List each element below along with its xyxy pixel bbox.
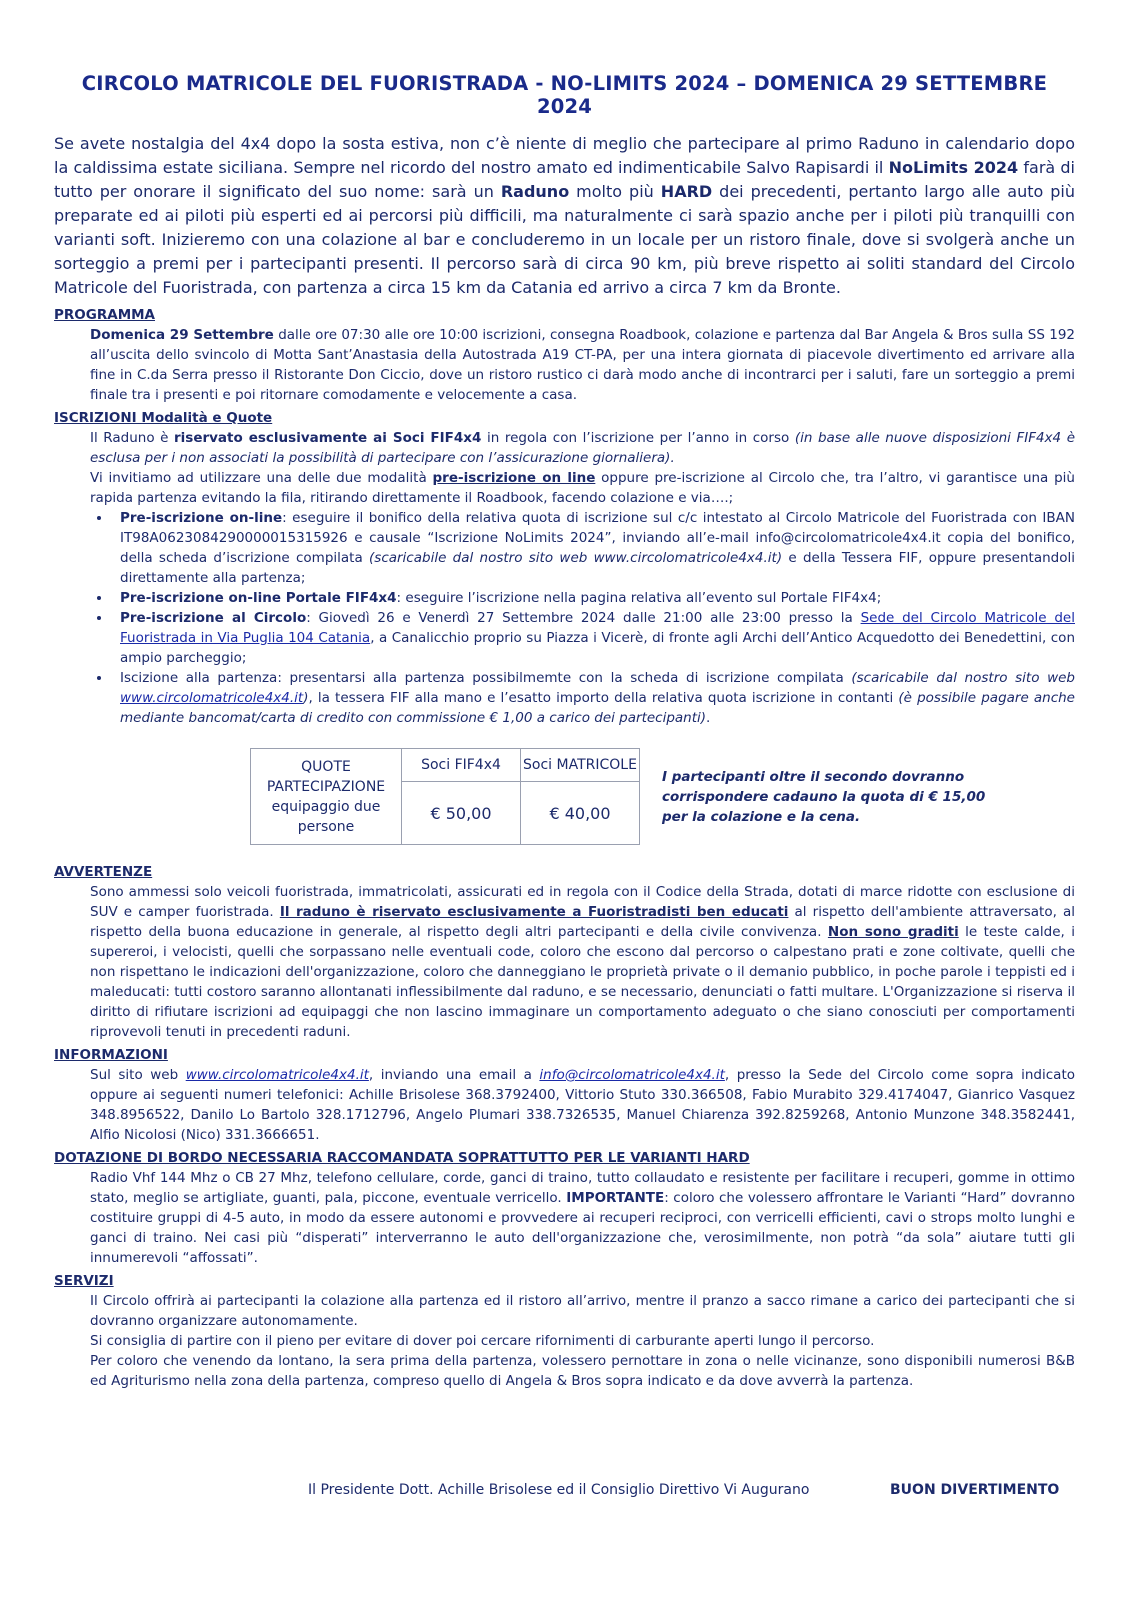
text: al rispetto dell'ambiente attraversato, al rispetto della buona educazione in generale, al rispetto degli altri partecipanti e della civile convivenza. bbox=[90, 904, 1075, 940]
text: in regola con l’iscrizione per l’anno in corso bbox=[481, 430, 795, 446]
italic-text: (in base alle nuove disposizioni FIF4x4 è esclusa per i non associati la possibilità di partecipare con l’assicurazione giornaliera). bbox=[90, 430, 1075, 466]
quote-header-fif: Soci FIF4x4 bbox=[402, 749, 521, 782]
table-row bbox=[251, 749, 640, 782]
intro-bold-raduno: Raduno bbox=[500, 182, 570, 201]
list-item-preiscrizione-portale bbox=[112, 588, 1075, 608]
bold-text: IMPORTANTE bbox=[566, 1190, 665, 1206]
text: Radio Vhf 144 Mhz o CB 27 Mhz, telefono cellulare, corde, ganci di traino, tutto collaudato e resistente per facilitare i recuperi, gomme in ottimo stato, meglio se artigliate, guanti, pala, piccone, eventuale verricello. bbox=[90, 1170, 1075, 1206]
text: : Giovedì 26 e Venerdì 27 Settembre 2024 dalle 21:00 alle 23:00 presso la bbox=[306, 610, 861, 626]
list-item-preiscrizione-online bbox=[112, 508, 1075, 588]
programma-date: Domenica 29 Settembre bbox=[90, 327, 274, 343]
servizi-paragraph-2: Si consiglia di partire con il pieno per evitare di dover poi cercare rifornimenti di carburante aperti lungo il percorso. bbox=[90, 1333, 875, 1349]
footer-closing: BUON DIVERTIMENTO bbox=[890, 1482, 1060, 1498]
text: , presso la Sede del Circolo come sopra indicato oppure ai seguenti numeri telefonici: Achille Brisolese 368.3792400, Vittorio Stuto 330.366508, Fabio Murabito 329.4174047, Gianrico Vasquez 348.8956522, Danilo Lo Bartolo 328.1712796, Angelo Plumari 338.7326535, Manuel Chiarenza 392.8259268, Antonio Munzone 348.3582441, Alfio Nicolosi (Nico) 331.3666651. bbox=[90, 1067, 1075, 1143]
text: , la tessera FIF alla mano e l’esatto importo della relativa quota iscrizione in contanti bbox=[308, 690, 899, 706]
footer-signature: Il Presidente Dott. Achille Brisolese ed il Consiglio Direttivo Vi Augurano bbox=[308, 1482, 810, 1498]
section-avvertenze bbox=[54, 863, 1075, 1042]
servizi-paragraph-3: Per coloro che venendo da lontano, la sera prima della partenza, volessero pernottare in zona o nelle vicinanze, sono disponibili numerosi B&B ed Agriturismo nella zona della partenza, compreso quello di Angela & Bros sopra indicato e da dove avverrà la partenza. bbox=[90, 1353, 1075, 1389]
quote-value-matricole: € 40,00 bbox=[521, 782, 640, 845]
bold-underline-text: Non sono graditi bbox=[827, 924, 959, 940]
bold-text: Pre-iscrizione on-line Portale FIF4x4 bbox=[120, 590, 397, 606]
section-informazioni bbox=[54, 1046, 1075, 1145]
text: Sul sito web bbox=[90, 1067, 186, 1083]
text: , a Canalicchio proprio su Piazza i Vicerè, di fronte agli Archi dell’Antico Acquedotto dei Benedettini, con ampio parcheggio; bbox=[120, 630, 1075, 666]
text: . bbox=[706, 710, 711, 726]
iscrizioni-body bbox=[54, 428, 1075, 508]
intro-paragraph bbox=[54, 132, 1075, 300]
page-title: CIRCOLO MATRICOLE DEL FUORISTRADA - NO-LIMITS 2024 – DOMENICA 29 SETTEMBRE 2024 bbox=[81, 72, 1048, 118]
italic-text: ) bbox=[303, 690, 309, 706]
intro-bold-hard: HARD bbox=[660, 182, 713, 201]
section-title-servizi: SERVIZI bbox=[54, 1273, 114, 1289]
iscrizioni-paragraph-2 bbox=[90, 468, 1075, 508]
dotazione-body bbox=[54, 1168, 1075, 1268]
bold-underline-text: pre-iscrizione on line bbox=[432, 470, 596, 486]
section-programma bbox=[54, 306, 1075, 405]
website-link[interactable]: www.circolomatricole4x4.it bbox=[185, 1067, 369, 1083]
quote-header-matricole: Soci MATRICOLE bbox=[521, 749, 640, 782]
text: Vi invitiamo ad utilizzare una delle due modalità bbox=[90, 470, 433, 486]
text: : eseguire il bonifico della relativa quota di iscrizione sul c/c intestato al Circolo Matricole del Fuoristrada con IBAN IT98A0623084290000015315926 e causale “Iscrizione NoLimits 2024”, inviando all’e-mail info@circolomatricole4x4.it copia del bonifico, della scheda d’iscrizione compilata bbox=[120, 510, 1075, 566]
list-item-preiscrizione-circolo bbox=[112, 608, 1075, 668]
sede-circolo-link[interactable]: Sede del Circolo Matricole del Fuoristrada in Via Puglia 104 Catania bbox=[120, 610, 1075, 646]
iscrizioni-list bbox=[54, 508, 1075, 728]
text: oppure pre-iscrizione al Circolo che, tra l’altro, vi garantisce una più rapida partenza evitando la fila, ritirando direttamente il Roadbook, facendo colazione e via….; bbox=[90, 470, 1075, 506]
text: le teste calde, i supereroi, i velocisti, quelli che sorpassano nelle eventuali code, coloro che escono dal percorso o calpestano prati e zone coltivate, quelli che non rispettano le indicazioni dell'organizzazione, coloro che danneggiano le proprietà private o il demanio pubblico, in poche parole i teppisti ed i maleducati: tutti costoro saranno allontanati inflessibilmente dal raduno, e se necessario, denunciati o fatti multare. L'Organizzazione si riserva il diritto di rifiutare iscrizioni ad equipaggi che non lascino immaginare un comportamento adeguato o che siano conosciuti per comportamenti riprovevoli tenuti in precedenti raduni. bbox=[90, 924, 1075, 1040]
text: Iscizione alla partenza: presentarsi alla partenza possibilmemte con la scheda di iscrizione compilata bbox=[120, 670, 852, 686]
list-item-iscrizione-partenza bbox=[112, 668, 1075, 728]
text: : coloro che volessero affrontare le Varianti “Hard” dovranno costituire gruppi di 4-5 auto, in modo da essere autonomi e provvedere ai recuperi reciproci, con verricelli efficienti, cavi o strops molto lunghi e ganci di traino. Nei casi più “disperati” interverranno le auto dell'organizzazione che, verosimilmente, non potrà “da sola” aiutare tutti gli innumerevoli “affossati”. bbox=[90, 1190, 1075, 1266]
bold-text: Pre-iscrizione al Circolo bbox=[120, 610, 307, 626]
section-title-dotazione: DOTAZIONE DI BORDO NECESSARIA RACCOMANDATA SOPRATTUTTO PER LE VARIANTI HARD bbox=[54, 1150, 750, 1166]
bold-text: Pre-iscrizione on-line bbox=[120, 510, 283, 526]
intro-text: molto più bbox=[569, 182, 661, 201]
intro-text: dei precedenti, pertanto largo alle auto più preparate ed ai piloti più esperti ed ai percorsi più difficili, ma naturalmente ci sarà spazio anche per i piloti più tranquilli con varianti soft. Inizieremo con una colazione al bar e concluderemo in un locale per un ristoro finale, dove si svolgerà anche un sorteggio a premi per i partecipanti presenti. Il percorso sarà di circa 90 km, più breve rispetto ai soliti standard del Circolo Matricole del Fuoristrada, con partenza a circa 15 km da Catania ed arrivo a circa 7 km da Bronte. bbox=[54, 182, 1076, 297]
italic-text: (scaricabile dal nostro sito web www.circolomatricole4x4.it) bbox=[369, 550, 783, 566]
quote-block bbox=[250, 748, 1075, 845]
servizi-paragraph-1: Il Circolo offrirà ai partecipanti la colazione alla partenza ed il ristoro all’arrivo, mentre il pranzo a sacco rimane a carico dei partecipanti che si dovranno organizzare autonomamente. bbox=[90, 1293, 1075, 1329]
section-title-programma: PROGRAMMA bbox=[54, 307, 156, 323]
text: e della Tessera FIF, oppure presentandoli direttamente alla partenza; bbox=[120, 550, 1075, 586]
intro-bold-nolimits: NoLimits 2024 bbox=[888, 158, 1019, 177]
quote-label-cell: QUOTE PARTECIPAZIONE equipaggio due persone bbox=[251, 749, 402, 845]
programma-body bbox=[54, 325, 1075, 405]
servizi-body bbox=[54, 1291, 1075, 1391]
website-link[interactable]: www.circolomatricole4x4.it bbox=[120, 690, 304, 706]
section-title-informazioni: INFORMAZIONI bbox=[54, 1047, 168, 1063]
text: Sono ammessi solo veicoli fuoristrada, immatricolati, assicurati ed in regola con il Codice della Strada, dotati di marce ridotte con esclusione di SUV e camper fuoristrada. bbox=[90, 884, 1075, 920]
section-servizi bbox=[54, 1272, 1075, 1391]
italic-text: (scaricabile dal nostro sito web bbox=[851, 670, 1075, 686]
intro-text: Se avete nostalgia del 4x4 dopo la sosta estiva, non c’è niente di meglio che partecipare al primo Raduno in calendario dopo la caldissima estate siciliana. Sempre nel ricordo del nostro amato ed indimenticabile Salvo Rapisardi il bbox=[54, 134, 1075, 177]
text: , inviando una email a bbox=[368, 1067, 540, 1083]
quote-value-fif: € 50,00 bbox=[402, 782, 521, 845]
text: : eseguire l’iscrizione nella pagina relativa all’evento sul Portale FIF4x4; bbox=[396, 590, 882, 606]
section-title-avvertenze: AVVERTENZE bbox=[54, 864, 153, 880]
quote-note: I partecipanti oltre il secondo dovranno corrispondere cadauno la quota di € 15,00 per la colazione e la cena. bbox=[662, 768, 986, 825]
section-dotazione bbox=[54, 1149, 1075, 1268]
text: Il Raduno è bbox=[90, 430, 174, 446]
email-link[interactable]: info@circolomatricole4x4.it bbox=[539, 1067, 725, 1083]
informazioni-body bbox=[54, 1065, 1075, 1145]
section-title-iscrizioni: ISCRIZIONI Modalità e Quote bbox=[54, 410, 273, 426]
bold-underline-text: Il raduno è riservato esclusivamente a Fuoristradisti ben educati bbox=[279, 904, 789, 920]
bold-text: riservato esclusivamente ai Soci FIF4x4 bbox=[174, 430, 482, 446]
quote-table bbox=[250, 748, 640, 845]
italic-text: (è possibile pagare anche mediante bancomat/carta di credito con commissione € 1,00 a carico dei partecipanti) bbox=[120, 690, 1075, 726]
section-iscrizioni bbox=[54, 409, 1075, 845]
iscrizioni-paragraph-1 bbox=[90, 428, 1075, 468]
programma-text: dalle ore 07:30 alle ore 10:00 iscrizioni, consegna Roadbook, colazione e partenza dal Bar Angela & Bros sulla SS 192 all’uscita dello svincolo di Motta Sant’Anastasia della Autostrada A19 CT-PA, per una intera giornata di piacevole divertimento ed arrivare alla fine in C.da Serra presso il Ristorante Don Ciccio, dove un ristoro rustico ci darà modo anche di incontrarci per i saluti, fare un sorteggio a premi finale tra i presenti e poi ritornare comodamente e velocemente a casa. bbox=[90, 327, 1075, 403]
avvertenze-body bbox=[54, 882, 1075, 1042]
intro-text: farà di tutto per onorare il significato del suo nome: sarà un bbox=[54, 158, 1076, 201]
